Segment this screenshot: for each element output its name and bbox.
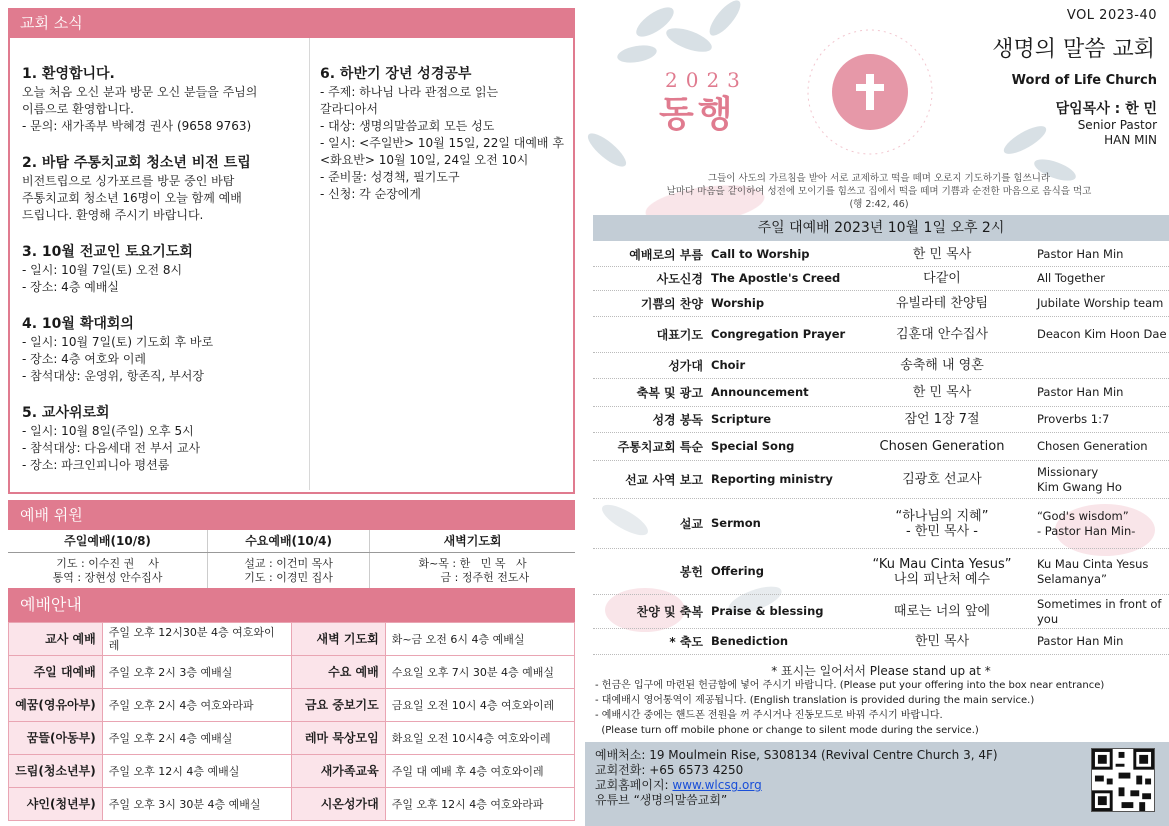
service-order-row [593, 433, 1169, 461]
service-item-english-person [1027, 296, 1169, 311]
staff-line: 기도 : 이수진 권 사 [56, 556, 159, 570]
verse-reference: (행 2:42, 46) [849, 199, 909, 210]
service-order-row [593, 549, 1169, 595]
guide-row [9, 788, 575, 821]
phone: 교회전화: +65 6573 4250 [595, 763, 744, 777]
person-line: 김훈대 안수집사 [895, 327, 989, 342]
news-item-title: 3. 10월 전교인 토요기도회 [22, 244, 193, 260]
website [595, 778, 1159, 793]
service-item-person [857, 472, 1027, 487]
news-column-left [10, 38, 310, 490]
news-item-line: - 참석대상: 운영위, 항존직, 부서장 [22, 369, 204, 383]
service-order-row [593, 267, 1169, 291]
service-item-person [857, 439, 1027, 454]
service-order-row [593, 317, 1169, 353]
guide-service-name: 꿈뜰(아동부) [9, 722, 103, 755]
service-order-row [593, 291, 1169, 317]
cross-icon [866, 74, 874, 110]
right-panel [585, 0, 1169, 826]
guide-service-name: 수요 예배 [292, 656, 386, 689]
news-item-line: - 일시: <주일반> 10월 15일, 22일 대예배 후 [320, 136, 564, 150]
note-line: - 대예배시 영어통역이 제공됩니다. (English translation is provided during the main service.) [595, 695, 1035, 706]
service-item-person [857, 604, 1027, 619]
service-item-english-person [1027, 385, 1169, 400]
guide-row [9, 755, 575, 788]
english-person-line: All Together [1037, 271, 1105, 285]
service-item-english-person [1027, 327, 1169, 342]
senior-pastor-korean: 담임목사 : 한 민 [1055, 101, 1157, 117]
service-item-english-person [1027, 509, 1169, 539]
service-item-english: Congregation Prayer [711, 327, 846, 341]
news-item-line: - 장소: 4층 예배실 [22, 280, 120, 294]
news-item-line: 갈라디아서 [320, 102, 378, 116]
service-item-person [857, 385, 1027, 400]
news-item-line: - 일시: 10월 7일(토) 오전 8시 [22, 263, 183, 277]
service-item-person [857, 327, 1027, 342]
service-item-english: Special Song [711, 439, 795, 453]
english-person-line: Pastor Han Min [1037, 634, 1124, 648]
person-line: “하나님의 지혜” [895, 508, 989, 524]
news-item-line: - 주제: 하나님 나라 관점으로 읽는 [320, 85, 499, 99]
pastor-title: Senior Pastor [1077, 118, 1157, 132]
news-item-line: - 장소: 파크인피니아 평션룸 [22, 458, 170, 472]
service-item-person [857, 509, 1027, 539]
service-item-english-person [1027, 271, 1169, 286]
bible-verse [605, 172, 1153, 211]
service-item-person [857, 634, 1027, 649]
guide-service-time: 수요일 오후 7시 30분 4층 예배실 [385, 656, 574, 689]
guide-service-name: 새가족교육 [292, 755, 386, 788]
church-name-korean: 생명의 말씀 교회 [992, 37, 1155, 62]
verse-line-1: 그들이 사도의 가르침을 받아 서로 교제하고 떡을 떼며 오로지 기도하기를 힘쓰니라 [707, 173, 1051, 184]
church-news-section [8, 8, 575, 494]
service-item-person [857, 557, 1027, 587]
verse-line-2: 날마다 마음을 같이하여 성전에 모이기를 힘쓰고 집에서 떡을 떼며 기쁨과 순전한 마음으로 음식을 먹고 [666, 186, 1092, 197]
news-item-line: - 준비물: 성경책, 필기도구 [320, 170, 460, 184]
news-item-title: 2. 바탐 주통치교회 청소년 비전 트립 [22, 155, 251, 171]
service-notes [595, 678, 1165, 738]
person-line: 잠언 1장 7절 [904, 412, 980, 427]
english-person-line: Pastor Han Min [1037, 247, 1124, 261]
news-item-line: - 장소: 4층 여호와 이레 [22, 352, 147, 366]
guide-service-time: 주일 오후 2시 4층 예배실 [102, 722, 291, 755]
english-person-line: Missionary [1037, 464, 1099, 479]
staff-column-title: 새벽기도회 [370, 530, 575, 552]
news-item-line: 이름으로 환영합니다. [22, 102, 134, 116]
service-item-english-person [1027, 247, 1169, 262]
staff-column-title: 수요예배(10/4) [208, 530, 370, 552]
person-line: 때로는 너의 앞에 [893, 604, 991, 619]
guide-row [9, 656, 575, 689]
staff-column-body [208, 552, 370, 589]
note-line: (Please turn off mobile phone or change to silent mode during the service.) [595, 725, 979, 736]
volume-number: VOL 2023-40 [1066, 8, 1157, 23]
news-item-title: 5. 교사위로회 [22, 405, 110, 421]
guide-service-time: 화~금 오전 6시 4층 예배실 [385, 623, 574, 656]
news-item [22, 153, 299, 224]
news-item-line: 비전트립으로 싱가포르를 방문 중인 바탐 [22, 174, 235, 188]
service-item-person [857, 247, 1027, 262]
news-item-line: - 참석대상: 다음세대 전 부서 교사 [22, 441, 201, 455]
service-item-korean: 대표기도 [656, 328, 703, 342]
staff-line: 금 : 정주헌 전도사 [416, 570, 530, 584]
staff-line: 설교 : 이건미 목사 [244, 556, 333, 570]
guide-service-time: 주일 오후 2시 3층 예배실 [102, 656, 291, 689]
staff-line: 기도 : 이경민 집사 [244, 570, 333, 584]
qr-code-icon[interactable] [1091, 748, 1155, 812]
news-item-line: 주통치교회 청소년 16명이 오늘 함께 예배 [22, 191, 242, 205]
person-line: 김광호 선교사 [902, 472, 982, 487]
guide-row [9, 722, 575, 755]
guide-service-time: 주일 오후 12시 4층 예배실 [102, 755, 291, 788]
service-item-english: Reporting ministry [711, 472, 833, 486]
news-item [22, 314, 299, 385]
staff-column-body [370, 552, 575, 589]
english-person-line: - Pastor Han Min- [1037, 523, 1136, 538]
guide-row [9, 623, 575, 656]
staff-table [8, 530, 575, 589]
guide-service-name: 샤인(청년부) [9, 788, 103, 821]
service-order-row [593, 407, 1169, 433]
news-item [22, 64, 299, 135]
news-item-line: - 신청: 각 순장에게 [320, 187, 421, 201]
guide-service-time: 주일 오후 12시 4층 여호와라파 [385, 788, 574, 821]
service-item-korean: * 축도 [669, 635, 703, 649]
news-item-title: 1. 환영합니다. [22, 66, 115, 82]
service-item-english-person [1027, 412, 1169, 427]
service-order-row [593, 595, 1169, 629]
service-item-person [857, 412, 1027, 427]
guide-service-name: 새벽 기도회 [292, 623, 386, 656]
youtube: 유튜브 “생명의말씀교회” [595, 793, 728, 807]
service-item-person [857, 358, 1027, 373]
note-line: - 헌금은 입구에 마련된 헌금함에 넣어 주시기 바랍니다. (Please put your offering into the box near entrance) [595, 680, 1105, 691]
news-item-line: 오늘 처음 오신 분과 방문 오신 분들을 주님의 [22, 85, 258, 99]
guide-table [8, 622, 575, 821]
service-order-row [593, 243, 1169, 267]
section-header-news: 교회 소식 [8, 8, 575, 38]
service-item-english: Benediction [711, 634, 789, 648]
service-item-korean: 축복 및 광고 [636, 386, 703, 400]
staff-column-body [8, 552, 208, 589]
worship-guide-section [8, 588, 575, 820]
staff-line: 화~목 : 한 민 목 사 [418, 556, 527, 570]
english-person-line: Selamanya” [1037, 571, 1107, 586]
service-item-english: Call to Worship [711, 247, 810, 261]
news-item-line: - 일시: 10월 7일(토) 기도회 후 바로 [22, 335, 214, 349]
news-column-right [310, 38, 573, 490]
news-item-line: - 대상: 생명의말씀교회 모든 성도 [320, 119, 495, 133]
english-person-line: Deacon Kim Hoon Dae [1037, 327, 1167, 341]
service-item-english-person [1027, 557, 1169, 587]
worship-staff-section [8, 500, 575, 586]
service-item-korean: 성경 봉독 [652, 413, 703, 427]
service-item-english-person [1027, 634, 1169, 649]
english-person-line: Kim Gwang Ho [1037, 479, 1122, 494]
theme-title: 동행 [659, 93, 737, 135]
guide-service-time: 주일 오후 2시 4층 여호와라파 [102, 689, 291, 722]
service-item-english: Announcement [711, 385, 809, 399]
service-item-english: Worship [711, 296, 765, 310]
english-person-line: Jubilate Worship team [1037, 296, 1164, 310]
news-item-line: - 문의: 새가족부 박혜경 권사 (9658 9763) [22, 119, 252, 133]
person-line: - 한민 목사 - [905, 523, 978, 539]
service-item-english: Praise & blessing [711, 604, 824, 618]
service-item-korean: 주통치교회 특순 [617, 440, 703, 454]
service-order-row [593, 629, 1169, 655]
guide-service-name: 예꿈(영유아부) [9, 689, 103, 722]
service-item-english-person [1027, 439, 1169, 454]
guide-service-time: 주일 오후 12시30분 4층 여호와이레 [102, 623, 291, 656]
english-person-line: Ku Mau Cinta Yesus [1037, 556, 1149, 571]
guide-service-time: 주일 대 예배 후 4층 여호와이레 [385, 755, 574, 788]
service-order-row [593, 379, 1169, 407]
service-item-person [857, 271, 1027, 286]
service-item-korean: 선교 사역 보고 [625, 473, 703, 487]
service-item-english: Scripture [711, 412, 772, 426]
person-line: Chosen Generation [879, 439, 1005, 454]
service-item-person [857, 296, 1027, 311]
news-item-title: 6. 하반기 장년 성경공부 [320, 66, 472, 82]
staff-line: 통역 : 장현성 안수집사 [52, 570, 163, 584]
news-item-title: 4. 10월 확대회의 [22, 316, 134, 332]
theme-year: 2023 [665, 68, 748, 92]
person-line: “Ku Mau Cinta Yesus” [872, 556, 1012, 572]
guide-service-time: 주일 오후 3시 30분 4층 예배실 [102, 788, 291, 821]
english-person-line: “God's wisdom” [1037, 508, 1129, 523]
note-line: - 예배시간 중에는 핸드폰 전원을 꺼 주시거나 진동모드로 바꿔 주시기 바랍니다. [595, 710, 943, 721]
service-item-korean: 성가대 [668, 359, 703, 373]
guide-service-name: 드림(청소년부) [9, 755, 103, 788]
person-line: 다같이 [923, 271, 961, 286]
service-item-korean: 봉헌 [679, 565, 703, 579]
website-link[interactable]: www.wlcsg.org [672, 778, 762, 792]
service-item-english: Choir [711, 358, 746, 372]
service-title-bar: 주일 대예배 2023년 10월 1일 오후 2시 [593, 215, 1169, 241]
guide-service-time: 화요일 오전 10시4층 여호와이레 [385, 722, 574, 755]
news-item-line: - 일시: 10월 8일(주일) 오후 5시 [22, 424, 194, 438]
person-line: 유빌라테 찬양팀 [895, 296, 989, 311]
service-order-row [593, 499, 1169, 549]
section-header-guide: 예배안내 [8, 588, 575, 622]
church-info-footer [585, 742, 1169, 826]
service-item-korean: 예배로의 부름 [629, 248, 703, 262]
english-person-line: Sometimes in front of you [1037, 596, 1162, 626]
person-line: 송축해 내 영혼 [900, 358, 984, 373]
english-person-line: Chosen Generation [1037, 439, 1148, 453]
english-person-line: Proverbs 1:7 [1037, 412, 1110, 426]
service-order-row [593, 461, 1169, 499]
staff-column-title: 주일예배(10/8) [8, 530, 208, 552]
service-item-english: Sermon [711, 516, 761, 530]
section-header-staff: 예배 위원 [8, 500, 575, 530]
service-item-korean: 사도신경 [656, 272, 703, 286]
guide-service-name: 교사 예배 [9, 623, 103, 656]
person-line: 나의 피난처 예수 [893, 571, 991, 587]
service-item-english: The Apostle's Creed [711, 271, 841, 285]
address: 예배처소: 19 Moulmein Rise, S308134 (Revival Centre Church 3, 4F) [595, 748, 998, 762]
pastor-name: HAN MIN [1104, 133, 1157, 147]
guide-service-time: 금요일 오전 10시 4층 여호와이레 [385, 689, 574, 722]
person-line: 한 민 목사 [912, 247, 972, 262]
news-item [22, 242, 299, 296]
person-line: 한민 목사 [914, 634, 970, 649]
guide-service-name: 레마 묵상모임 [292, 722, 386, 755]
guide-service-name: 시온성가대 [292, 788, 386, 821]
guide-service-name: 주일 대예배 [9, 656, 103, 689]
service-item-korean: 기쁨의 찬양 [640, 297, 703, 311]
order-of-service [593, 243, 1169, 655]
church-name-english: Word of Life Church [1011, 73, 1157, 88]
senior-pastor-english [1078, 118, 1157, 148]
stand-up-note: * 표시는 일어서서 Please stand up at * [771, 664, 991, 678]
service-item-english-person [1027, 597, 1169, 627]
news-item-line: 드립니다. 환영해 주시기 바랍니다. [22, 208, 204, 222]
person-line: 한 민 목사 [912, 385, 972, 400]
english-person-line: Pastor Han Min [1037, 385, 1124, 399]
news-item [22, 403, 299, 474]
service-item-english-person [1027, 465, 1169, 495]
service-item-korean: 설교 [679, 517, 703, 531]
service-order-row [593, 353, 1169, 379]
guide-service-name: 금요 중보기도 [292, 689, 386, 722]
service-item-korean: 찬양 및 축복 [636, 605, 703, 619]
news-item-line: <화요반> 10월 10일, 24일 오전 10시 [320, 153, 529, 167]
guide-row [9, 689, 575, 722]
left-panel [8, 8, 575, 820]
service-item-english: Offering [711, 564, 764, 578]
news-item [320, 64, 563, 203]
website-label: 교회홈페이지: [595, 778, 673, 792]
